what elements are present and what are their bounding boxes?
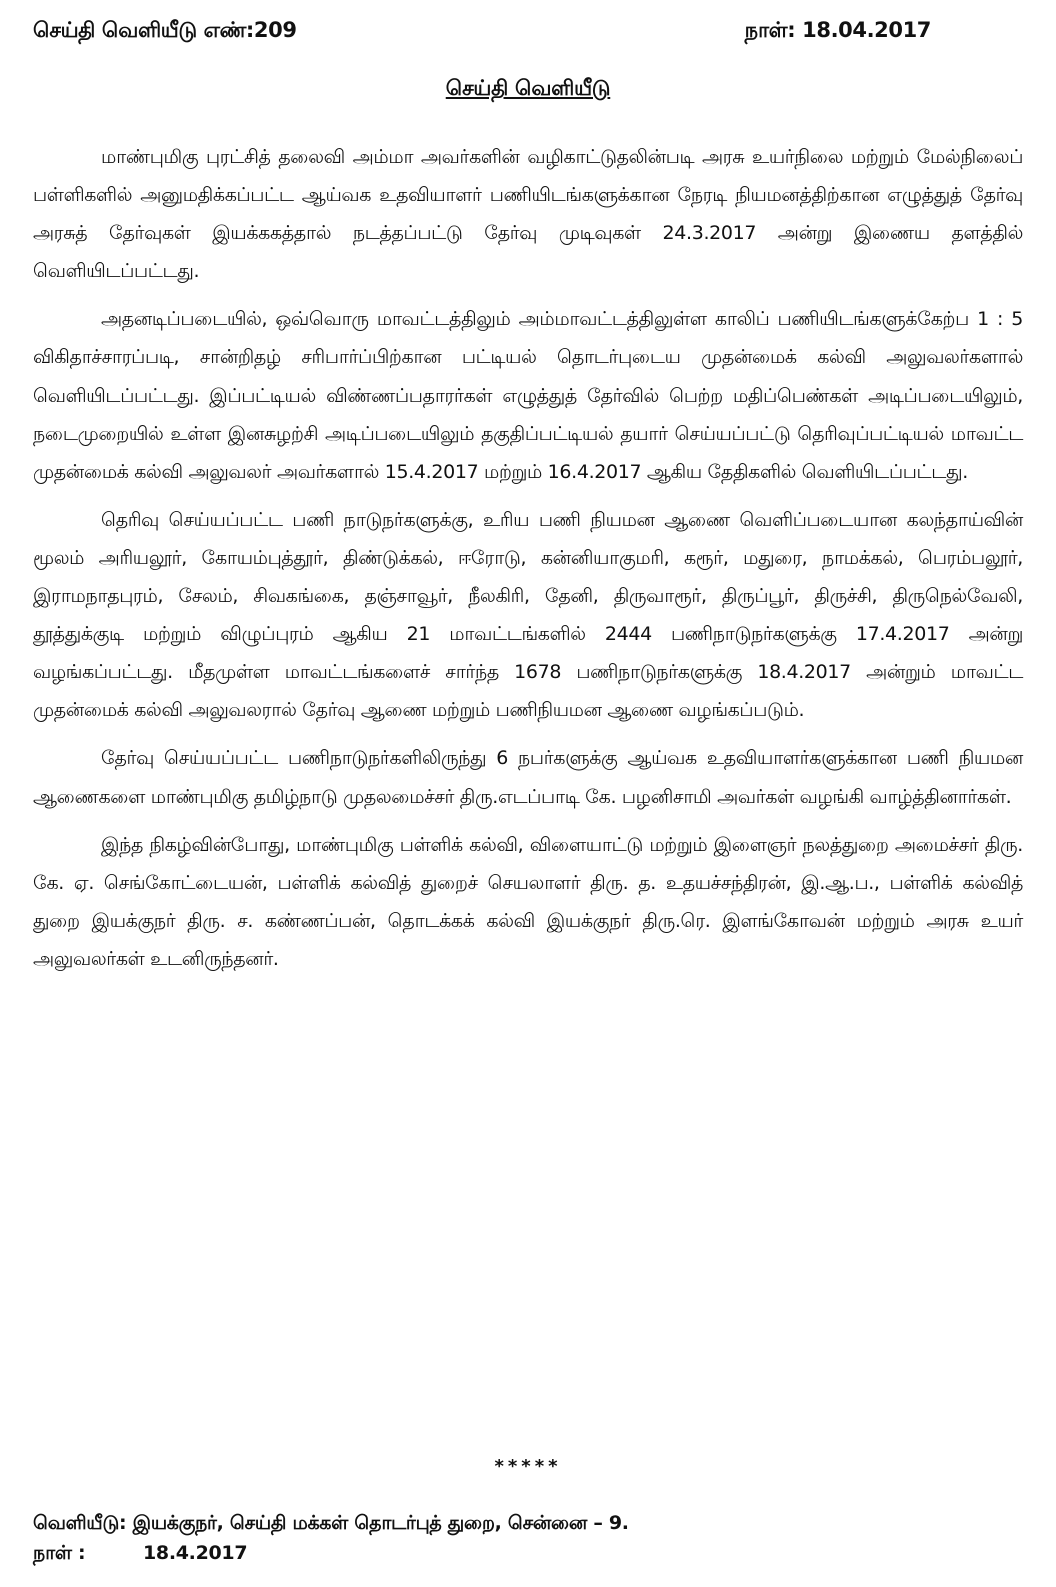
separator-stars: *****: [494, 1456, 562, 1477]
issued-by: வெளியீடு: இயக்குநர், செய்தி மக்கள் தொடர்புத் துறை, சென்னை – 9.: [33, 1512, 629, 1534]
page-title: செய்தி வெளியீடு: [445, 76, 611, 100]
paragraph-4: தேர்வு செய்யப்பட்ட பணிநாடுநர்களிலிருந்து 6 நபர்களுக்கு ஆய்வக உதவியாளர்களுக்கான பணி நியமன ஆணைகளை மாண்புமிகு தமிழ்நாடு முதலமைச்சர் திரு.எடப்பாடி கே. பழனிசாமி அவர்கள் வழங்கி வாழ்த்தினார்கள்.: [33, 747, 1023, 808]
document-body: [33, 138, 1023, 988]
release-number: செய்தி வெளியீடு எண்:209: [33, 18, 297, 42]
header-row: [33, 18, 931, 45]
paragraph-2: அதனடிப்படையில், ஒவ்வொரு மாவட்டத்திலும் அம்மாவட்டத்திலுள்ள காலிப் பணியிடங்களுக்கேற்ப 1 : 5 விகிதாச்சாரப்படி, சான்றிதழ் சரிபார்ப்பிற்கான பட்டியல் தொடர்புடைய முதன்மைக் கல்வி அலுவலர்களால் வெளியிடப்பட்டது. இப்பட்டியல் விண்ணப்பதாரர்கள் எழுத்துத் தேர்வில் பெற்ற மதிப்பெண்கள் அடிப்படையிலும், நடைமுறையில் உள்ள இனசுழற்சி அடிப்படையிலும் தகுதிப்பட்டியல் தயார் செய்யப்பட்டு தெரிவுப்பட்டியல் மாவட்ட முதன்மைக் கல்வி அலுவலர் அவர்களால் 15.4.2017 மற்றும் 16.4.2017 ஆகிய தேதிகளில் வெளியிடப்பட்டது.: [33, 308, 1023, 483]
footer-date-value: 18.4.2017: [143, 1542, 248, 1564]
paragraph-3: தெரிவு செய்யப்பட்ட பணி நாடுநர்களுக்கு, உரிய பணி நியமன ஆணை வெளிப்படையான கலந்தாய்வின் மூலம் அரியலூர், கோயம்புத்தூர், திண்டுக்கல், ஈரோடு, கன்னியாகுமரி, கரூர், மதுரை, நாமக்கல், பெரம்பலூர், இராமநாதபுரம், சேலம், சிவகங்கை, தஞ்சாவூர், நீலகிரி, தேனி, திருவாரூர், திருப்பூர், திருச்சி, திருநெல்வேலி, தூத்துக்குடி மற்றும் விழுப்புரம் ஆகிய 21 மாவட்டங்களில் 2444 பணிநாடுநர்களுக்கு 17.4.2017 அன்று வழங்கப்பட்டது. மீதமுள்ள மாவட்டங்களைச் சார்ந்த 1678 பணிநாடுநர்களுக்கு 18.4.2017 அன்றும் மாவட்ட முதன்மைக் கல்வி அலுவலரால் தேர்வு ஆணை மற்றும் பணிநியமன ஆணை வழங்கப்படும்.: [33, 508, 1023, 722]
release-date: நாள்: 18.04.2017: [744, 18, 931, 42]
footer-date-label: நாள் :: [33, 1542, 86, 1564]
footer-date-row: [33, 1538, 629, 1568]
paragraph-5: இந்த நிகழ்வின்போது, மாண்புமிகு பள்ளிக் கல்வி, விளையாட்டு மற்றும் இளைஞர் நலத்துறை அமைச்சர் திரு. கே. ஏ. செங்கோட்டையன், பள்ளிக் கல்வித் துறைச் செயலாளர் திரு. த. உதயச்சந்திரன், இ.ஆ.ப., பள்ளிக் கல்வித் துறை இயக்குநர் திரு. ச. கண்ணப்பன், தொடக்கக் கல்வி இயக்குநர் திரு.ரெ. இளங்கோவன் மற்றும் அரசு உயர் அலுவலர்கள் உடனிருந்தனர்.: [33, 833, 1023, 970]
footer: [33, 1508, 629, 1568]
paragraph-1: மாண்புமிகு புரட்சித் தலைவி அம்மா அவர்களின் வழிகாட்டுதலின்படி அரசு உயர்நிலை மற்றும் மேல்நிலைப் பள்ளிகளில் அனுமதிக்கப்பட்ட ஆய்வக உதவியாளர் பணியிடங்களுக்கான நேரடி நியமனத்திற்கான எழுத்துத் தேர்வு அரசுத் தேர்வுகள் இயக்ககத்தால் நடத்தப்பட்டு தேர்வு முடிவுகள் 24.3.2017 அன்று இணைய தளத்தில் வெளியிடப்பட்டது.: [33, 146, 1023, 283]
